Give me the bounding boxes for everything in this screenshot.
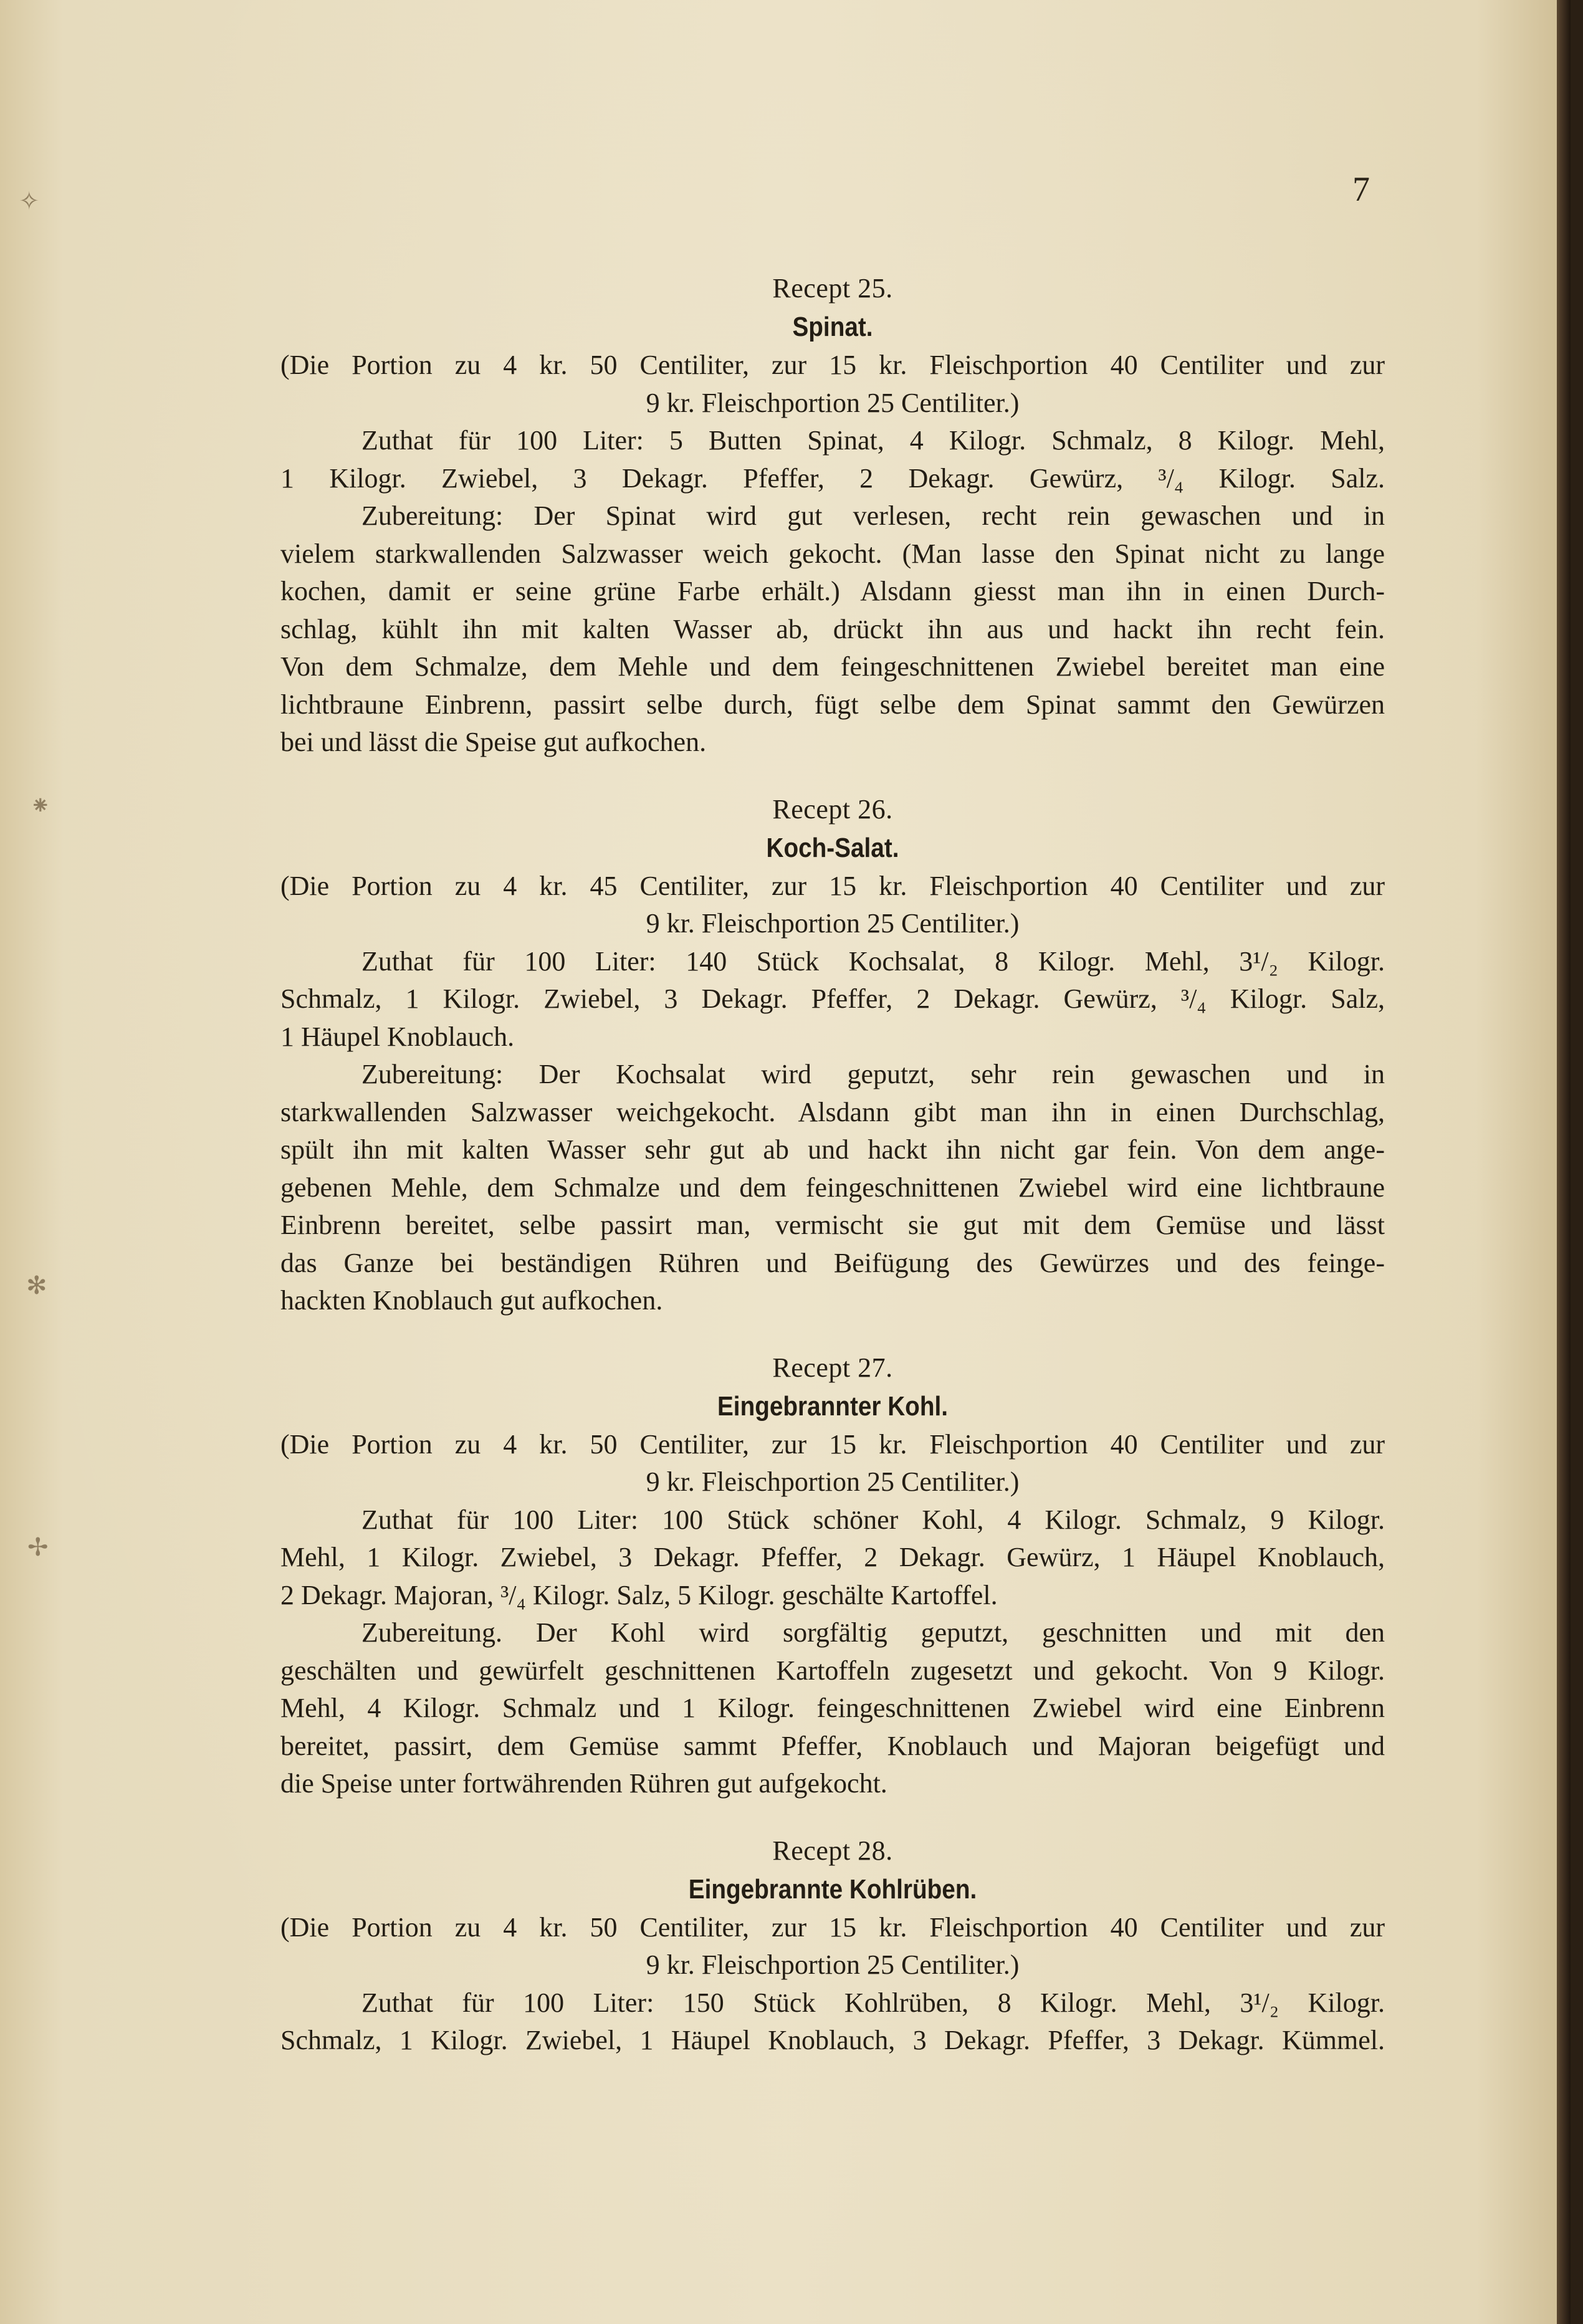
ink-blemish-mark: ✧ bbox=[19, 187, 40, 216]
recipe-title: Eingebrannter Kohl. bbox=[717, 1390, 949, 1422]
preparation-line: Zubereitung: Der Spinat wird gut verlesen, recht rein gewaschen und in bbox=[361, 500, 1385, 531]
ingredients-line: Zuthat für 100 Liter: 100 Stück schöner Kohl, 4 Kilogr. Schmalz, 9 Kilogr. bbox=[361, 1504, 1385, 1535]
preparation-line: geschälten und gewürfelt geschnittenen Kartoffeln zugesetzt und gekocht. Von 9 Kilogr. bbox=[280, 1655, 1385, 1686]
ingredients-line: Schmalz, 1 Kilogr. Zwiebel, 3 Dekagr. Pfeffer, 2 Dekagr. Gewürz, ³/₄ Kilogr. Salz, bbox=[280, 983, 1385, 1014]
preparation-line: Zubereitung: Der Kochsalat wird geputzt, sehr rein gewaschen und in bbox=[361, 1059, 1385, 1089]
preparation-line: die Speise unter fortwährenden Rühren gut aufgekocht. bbox=[280, 1768, 887, 1799]
recipe-25 bbox=[280, 269, 1385, 762]
section-gap bbox=[280, 1320, 1385, 1349]
recipe-number: Recept 26. bbox=[772, 793, 893, 825]
portion-line: 9 kr. Fleischportion 25 Centiliter.) bbox=[646, 1949, 1020, 1980]
recipe-number: Recept 28. bbox=[772, 1835, 893, 1866]
preparation-line: starkwallenden Salzwasser weichgekocht. Alsdann gibt man ihn in einen Durchschlag, bbox=[280, 1096, 1385, 1127]
ink-blemish-mark: ✢ bbox=[27, 1533, 49, 1562]
recipe-title: Koch-Salat. bbox=[766, 832, 899, 863]
ingredients-line: Mehl, 1 Kilogr. Zwiebel, 3 Dekagr. Pfeffer, 2 Dekagr. Gewürz, 1 Häupel Knoblauch, bbox=[280, 1542, 1385, 1572]
portion-line: 9 kr. Fleischportion 25 Centiliter.) bbox=[646, 908, 1020, 939]
page-edge-shadow bbox=[1557, 0, 1571, 2324]
recipe-27 bbox=[280, 1349, 1385, 1803]
preparation-line: bei und lässt die Speise gut aufkochen. bbox=[280, 727, 707, 757]
ingredients-line: 1 Häupel Knoblauch. bbox=[280, 1021, 515, 1052]
preparation-line: Von dem Schmalze, dem Mehle und dem feingeschnittenen Zwiebel bereitet man eine bbox=[280, 651, 1385, 682]
preparation-line: Zubereitung. Der Kohl wird sorgfältig geputzt, geschnitten und mit den bbox=[361, 1617, 1385, 1648]
preparation-line: spült ihn mit kalten Wasser sehr gut ab und hackt ihn nicht gar fein. Von dem ange- bbox=[280, 1134, 1385, 1165]
recipe-number: Recept 25. bbox=[772, 273, 893, 304]
section-gap bbox=[280, 1803, 1385, 1832]
portion-line: 9 kr. Fleischportion 25 Centiliter.) bbox=[646, 387, 1020, 418]
page-body bbox=[280, 269, 1385, 2060]
portion-line: 9 kr. Fleischportion 25 Centiliter.) bbox=[646, 1466, 1020, 1497]
ingredients-line: Zuthat für 100 Liter: 140 Stück Kochsalat, 8 Kilogr. Mehl, 3¹/₂ Kilogr. bbox=[361, 945, 1385, 977]
ink-blemish-mark: ⁕ bbox=[30, 791, 51, 820]
ingredients-line: Schmalz, 1 Kilogr. Zwiebel, 1 Häupel Knoblauch, 3 Dekagr. Pfeffer, 3 Dekagr. Kümmel. bbox=[280, 2025, 1385, 2055]
ink-blemish-mark: ✻ bbox=[26, 1271, 47, 1300]
recipe-28 bbox=[280, 1832, 1385, 2060]
ingredients-line: Zuthat für 100 Liter: 150 Stück Kohlrüben, 8 Kilogr. Mehl, 3¹/₂ Kilogr. bbox=[361, 1987, 1385, 2018]
recipe-26 bbox=[280, 790, 1385, 1320]
ingredients-line: Zuthat für 100 Liter: 5 Butten Spinat, 4 Kilogr. Schmalz, 8 Kilogr. Mehl, bbox=[361, 425, 1385, 456]
portion-line: (Die Portion zu 4 kr. 50 Centiliter, zur 15 kr. Fleischportion 40 Centiliter und zur bbox=[280, 1911, 1385, 1943]
portion-line: (Die Portion zu 4 kr. 50 Centiliter, zur 15 kr. Fleischportion 40 Centiliter und zur bbox=[280, 350, 1385, 380]
preparation-line: bereitet, passirt, dem Gemüse sammt Pfeffer, Knoblauch und Majoran beigefügt und bbox=[280, 1730, 1385, 1761]
preparation-line: Einbrenn bereitet, selbe passirt man, vermischt sie gut mit dem Gemüse und lässt bbox=[280, 1210, 1385, 1240]
preparation-line: schlag, kühlt ihn mit kalten Wasser ab, drückt ihn aus und hackt ihn recht fein. bbox=[280, 613, 1385, 644]
preparation-line: kochen, damit er seine grüne Farbe erhält.) Alsdann giesst man ihn in einen Durch- bbox=[280, 576, 1385, 606]
ingredients-line: 1 Kilogr. Zwiebel, 3 Dekagr. Pfeffer, 2 Dekagr. Gewürz, ³/₄ Kilogr. Salz. bbox=[280, 462, 1385, 494]
preparation-line: vielem starkwallenden Salzwasser weich gekocht. (Man lasse den Spinat nicht zu lange bbox=[280, 538, 1385, 569]
preparation-line: gebenen Mehle, dem Schmalze und dem feingeschnittenen Zwiebel wird eine lichtbraune bbox=[280, 1172, 1385, 1203]
preparation-line: das Ganze bei beständigen Rühren und Beifügung des Gewürzes und des feinge- bbox=[280, 1247, 1385, 1278]
preparation-line: lichtbraune Einbrenn, passirt selbe durch, fügt selbe dem Spinat sammt den Gewürzen bbox=[280, 689, 1385, 720]
preparation-line: hackten Knoblauch gut aufkochen. bbox=[280, 1285, 663, 1316]
recipe-number: Recept 27. bbox=[772, 1352, 893, 1383]
section-gap bbox=[280, 762, 1385, 790]
preparation-line: Mehl, 4 Kilogr. Schmalz und 1 Kilogr. feingeschnittenen Zwiebel wird eine Einbrenn bbox=[280, 1693, 1385, 1723]
ingredients-line: 2 Dekagr. Majoran, ³/₄ Kilogr. Salz, 5 Kilogr. geschälte Kartoffel. bbox=[280, 1579, 998, 1610]
portion-line: (Die Portion zu 4 kr. 45 Centiliter, zur 15 kr. Fleischportion 40 Centiliter und zur bbox=[280, 870, 1385, 901]
recipe-title: Eingebrannte Kohlrüben. bbox=[688, 1873, 977, 1905]
portion-line: (Die Portion zu 4 kr. 50 Centiliter, zur 15 kr. Fleischportion 40 Centiliter und zur bbox=[280, 1428, 1385, 1460]
page-number: 7 bbox=[1352, 170, 1370, 209]
recipe-title: Spinat. bbox=[792, 312, 873, 342]
